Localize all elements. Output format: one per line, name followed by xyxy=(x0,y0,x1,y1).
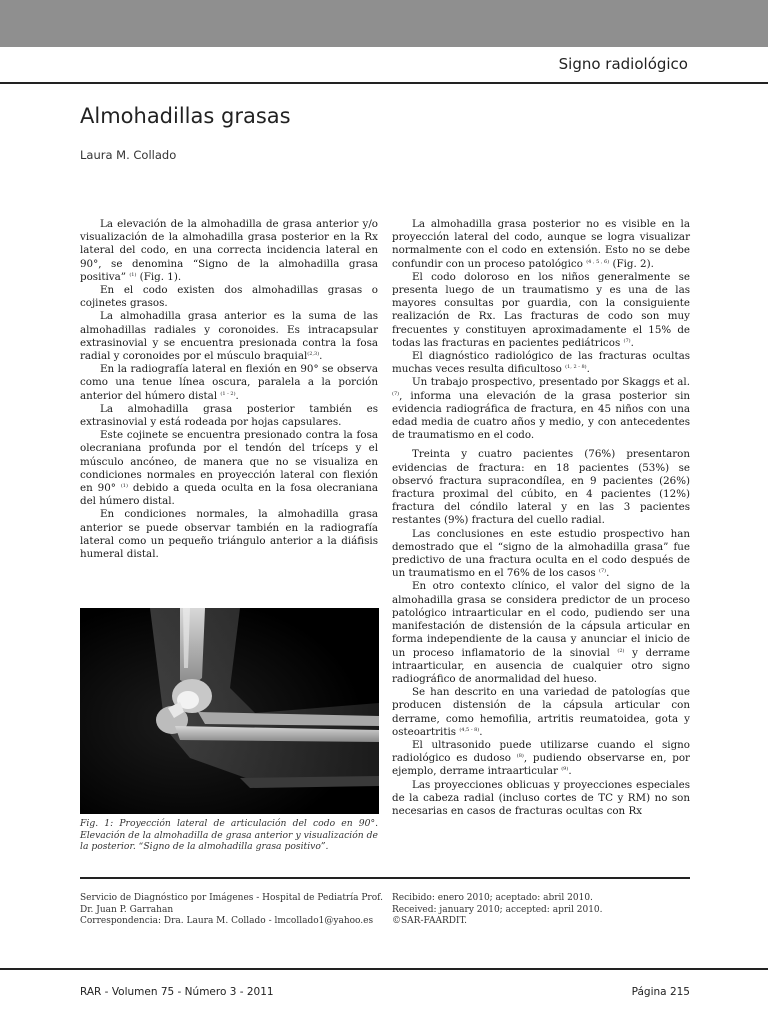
section-title: Signo radiológico xyxy=(558,55,688,73)
received-line-es: Recibido: enero 2010; aceptado: abril 2010. xyxy=(392,893,593,903)
header-band xyxy=(0,0,768,47)
paragraph: En condiciones normales, la almohadilla grasa anterior se puede observar también en la radiografía lateral como un pequeño triángulo anterior a la diáfisis humeral distal. xyxy=(80,508,378,561)
affiliation-line: Servicio de Diagnóstico por Imágenes - Hospital de Pediatría Prof. xyxy=(80,893,384,903)
paragraph: Las proyecciones oblicuas y proyecciones especiales de la cabeza radial (incluso cortes de TC y RM) no son necesarias en casos de fracturas ocultas con Rx xyxy=(392,778,690,817)
paragraph: En otro contexto clínico, el valor del signo de la almohadilla grasa se considera predictor de un proceso patológico intraarticular en el codo, pudiendo ser una manifestación de distensión de la cápsula articular en forma independiente de la causa y anunciar el inicio de un proceso inflamatorio de la sinovial $^{(2)}$ y derrame intraarticular, en ausencia de cualquier otro signo radiográfico de anormalidad del hueso. xyxy=(392,580,691,685)
page-number: Página 215 xyxy=(631,986,690,998)
header-rule xyxy=(0,82,768,84)
paragraph: El ultrasonido puede utilizarse cuando el signo radiológico es dudoso $^{(8)}$, pudiendo observarse en, por ejemplo, derrame intraarticular $^{(9)}$. xyxy=(392,738,690,778)
paragraph: Las conclusiones en este estudio prospectivo han demostrado que el “signo de la almohadilla grasa” fue predictivo de una fractura oculta en el codo después de un traumatismo en el 76% de los casos $^{(7)}$. xyxy=(392,527,690,580)
reference-marker: (7) xyxy=(392,390,400,397)
reference-marker: (2) xyxy=(617,647,625,654)
reference-marker: (4 , 5 , 6) xyxy=(586,258,610,265)
reference-marker: (1) xyxy=(129,271,137,278)
reference-marker: (9) xyxy=(561,766,569,773)
paragraph: El codo doloroso en los niños generalmente se presenta luego de un traumatismo y es una de las mayores consultas por guardia, con la consiguiente realización de Rx. Las fracturas de codo son muy frecuentes y constituyen aproximadamente el 15% de todas las fracturas en pacientes pediátricos $^{(7)}$. xyxy=(392,270,690,349)
journal-citation: RAR - Volumen 75 - Número 3 - 2011 xyxy=(80,986,274,998)
xray-illustration xyxy=(80,608,379,814)
affiliation-block xyxy=(80,893,384,928)
copyright-line: ©SAR-FAARDIT. xyxy=(392,916,468,926)
paragraph: Se han descrito en una variedad de patologías que producen distensión de la cápsula articular con derrame, como hemofilia, artritis reumatoidea, gota y osteoartritis $^{(4,5 - 8)}$. xyxy=(392,686,690,738)
footer-rule xyxy=(0,968,768,970)
paragraph: Treinta y cuatro pacientes (76%) presentaron evidencias de fractura: en 18 pacientes (53%) se observó fractura supracondílea, en 9 pacientes (26%) fractura proximal del cúbito, en 4 pacientes (12%) fractura del cóndilo lateral y en las 3 pacientes restantes (9%) fractura del cuello radial. xyxy=(392,448,690,527)
reference-marker: (1, 2 - 8) xyxy=(565,364,587,371)
reference-marker: (1 - 2) xyxy=(220,390,236,397)
author-name: Laura M. Collado xyxy=(80,148,177,162)
correspondence-line: Correspondencia: Dra. Laura M. Collado - lmcollado1@yahoo.es xyxy=(80,916,374,926)
paragraph: Un trabajo prospectivo, presentado por Skaggs et al. $^{(7)}$, informa una elevación de la grasa posterior sin evidencia radiográfica de fractura, en 45 niños con una edad media de cuatro años y medio, y con antecedentes de traumatismo en el codo. xyxy=(392,376,690,442)
paragraph: La almohadilla grasa posterior no es visible en la proyección lateral del codo, aunque se logra visualizar normalmente con el codo en extensión. Esto no se debe confundir con un proceso patológico $^{(4 , 5 , 6)}$ (Fig. 2). xyxy=(392,218,690,270)
right-column xyxy=(392,218,690,818)
elbow-xray-image xyxy=(80,608,379,814)
paragraph: El diagnóstico radiológico de las fracturas ocultas muchas veces resulta dificultoso $^{(1, 2 - 8)}$. xyxy=(392,350,690,376)
paragraph: Este cojinete se encuentra presionado contra la fosa olecraniana profunda por el tendón del tríceps y el músculo ancóneo, de manera que no se visualiza en condiciones normales en proyección lateral con flexión en 90° $^{(1)}$ debido a queda oculta en la fosa olecraniana del húmero distal. xyxy=(80,429,378,508)
paragraph: La elevación de la almohadilla de grasa anterior y/o visualización de la almohadilla grasa posterior en la Rx lateral del codo, en una correcta incidencia lateral en 90°, se denomina “Signo de la almohadilla grasa positiva” $^{(1)}$ (Fig. 1). xyxy=(80,218,378,283)
article-title: Almohadillas grasas xyxy=(80,104,291,128)
left-column xyxy=(80,218,378,561)
figure-caption: Fig. 1: Proyección lateral de articulación del codo en 90°. Elevación de la almohadilla de grasa anterior y visualización de la posterior. “Signo de la almohadilla grasa positivo”. xyxy=(80,818,378,853)
dates-block xyxy=(392,893,692,928)
reference-marker: (7) xyxy=(623,337,631,344)
paragraph: En la radiografía lateral en flexión en 90° se observa como una tenue línea oscura, paralela a la porción anterior del húmero distal $^{(1 - 2)}$. xyxy=(80,363,378,402)
footnote-rule xyxy=(80,877,690,879)
received-line-en: Received: january 2010; accepted: april 2010. xyxy=(392,904,603,915)
reference-marker: (8) xyxy=(516,753,524,760)
reference-marker: (7) xyxy=(599,568,607,575)
affiliation-line: Dr. Juan P. Garrahan xyxy=(80,904,174,915)
reference-marker: (2,3) xyxy=(307,351,320,358)
reference-marker: (1) xyxy=(120,483,128,490)
reference-marker: (4,5 - 8) xyxy=(459,726,480,733)
paragraph: La almohadilla grasa anterior es la suma de las almohadillas radiales y coronoides. Es intracapsular extrasinovial y se encuentra presionada contra la fosa radial y coronoides por el músculo braquial$^{(2,3)}$. xyxy=(80,310,378,363)
paragraph: La almohadilla grasa posterior también es extrasinovial y está rodeada por hojas capsulares. xyxy=(80,402,378,429)
paragraph: En el codo existen dos almohadillas grasas o cojinetes grasos. xyxy=(80,284,378,310)
